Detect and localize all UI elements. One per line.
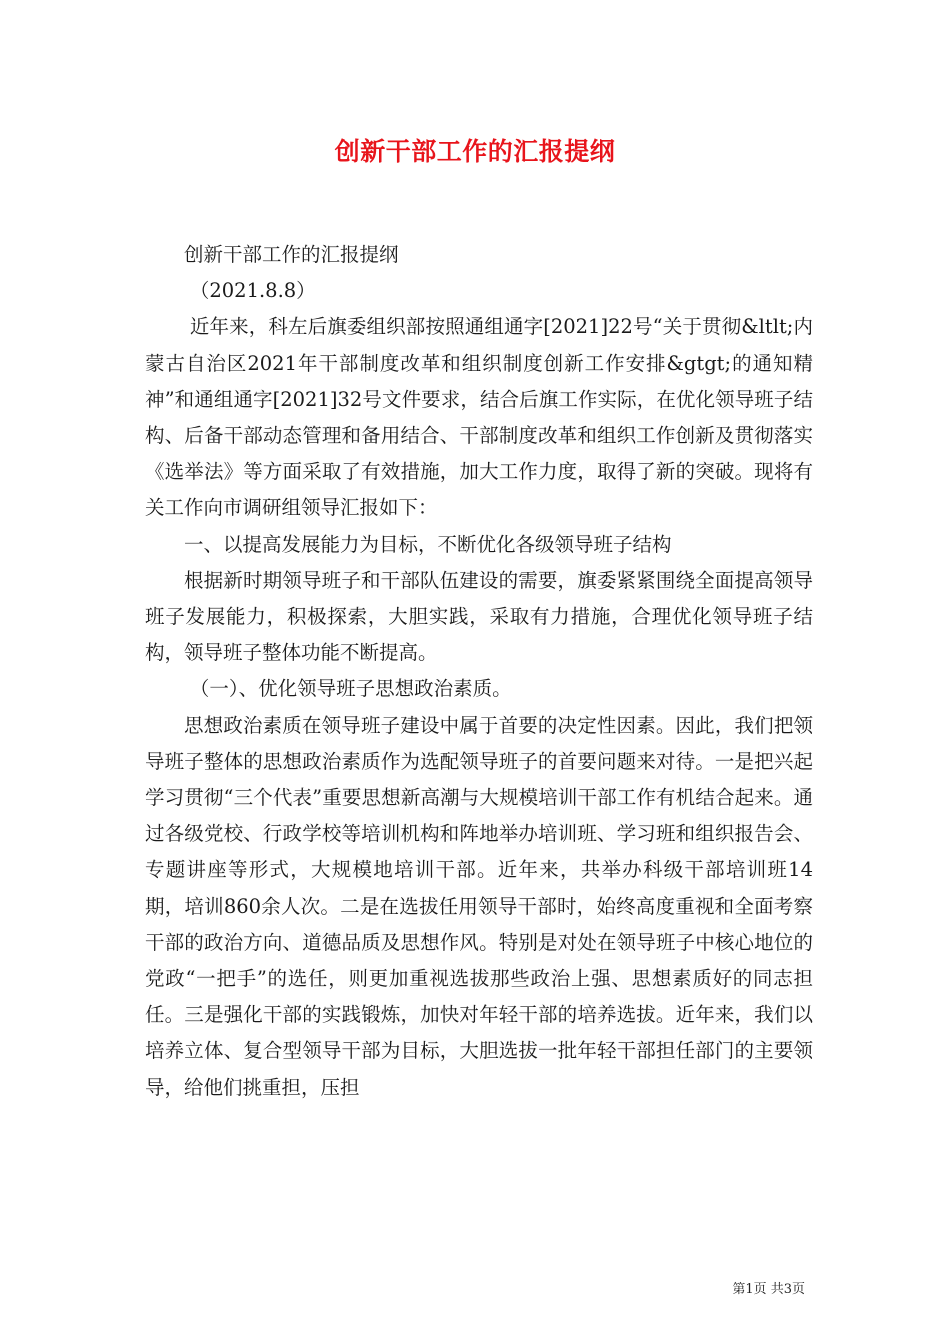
- paragraph-intro: 近年来，科左后旗委组织部按照通组通字[2021]22号“关于贯彻&ltlt;内蒙古自治区2021年干部制度改革和组织制度创新工作安排&gtgt;的通知精神”和通组通字[2021]32号文件要求，结合后旗工作实际，在优化领导班子结构、后备干部动态管理和备用结合、干部制度改革和组织工作创新及贯彻落实《选举法》等方面采取了有效措施，加大工作力度，取得了新的突破。现将有关工作向市调研组领导汇报如下：: [145, 315, 813, 520]
- paragraph-subsection-1: 思想政治素质在领导班子建设中属于首要的决定性因素。因此，我们把领导班子整体的思想政治素质作为选配领导班子的首要问题来对待。一是把兴起学习贯彻“三个代表”重要思想新高潮与大规模培训干部工作有机结合起来。通过各级党校、行政学校等培训机构和阵地举办培训班、学习班和组织报告会、专题讲座等形式，大规模地培训干部。近年来，共举办科级干部培训班14期，培训860余人次。二是在选拔任用领导干部时，始终高度重视和全面考察干部的政治方向、道德品质及思想作风。特别是对处在领导班子中核心地位的党政“一把手”的选任，则更加重视选拔那些政治上强、思想素质好的同志担任。三是强化干部的实践锻炼，加快对年轻干部的培养选拔。近年来，我们以培养立体、复合型领导干部为目标，大胆选拔一批年轻干部担任部门的主要领导，给他们挑重担，压担: [145, 713, 813, 1099]
- section-heading-1: 一、以提高发展能力为目标，不断优化各级领导班子结构: [184, 532, 672, 556]
- document-date: （2021.8.8）: [189, 279, 316, 303]
- subsection-heading-1: （一）、优化领导班子思想政治素质。: [189, 677, 512, 701]
- paragraph-section-1: 根据新时期领导班子和干部队伍建设的需要，旗委紧紧围绕全面提高领导班子发展能力，积极探索，大胆实践，采取有力措施，合理优化领导班子结构，领导班子整体功能不断提高。: [145, 568, 813, 665]
- page-title: 创新干部工作的汇报提纲: [334, 137, 616, 166]
- document-body: [145, 237, 813, 1106]
- page-number: 第1页 共3页: [732, 1282, 805, 1297]
- body-subtitle: 创新干部工作的汇报提纲: [184, 243, 399, 266]
